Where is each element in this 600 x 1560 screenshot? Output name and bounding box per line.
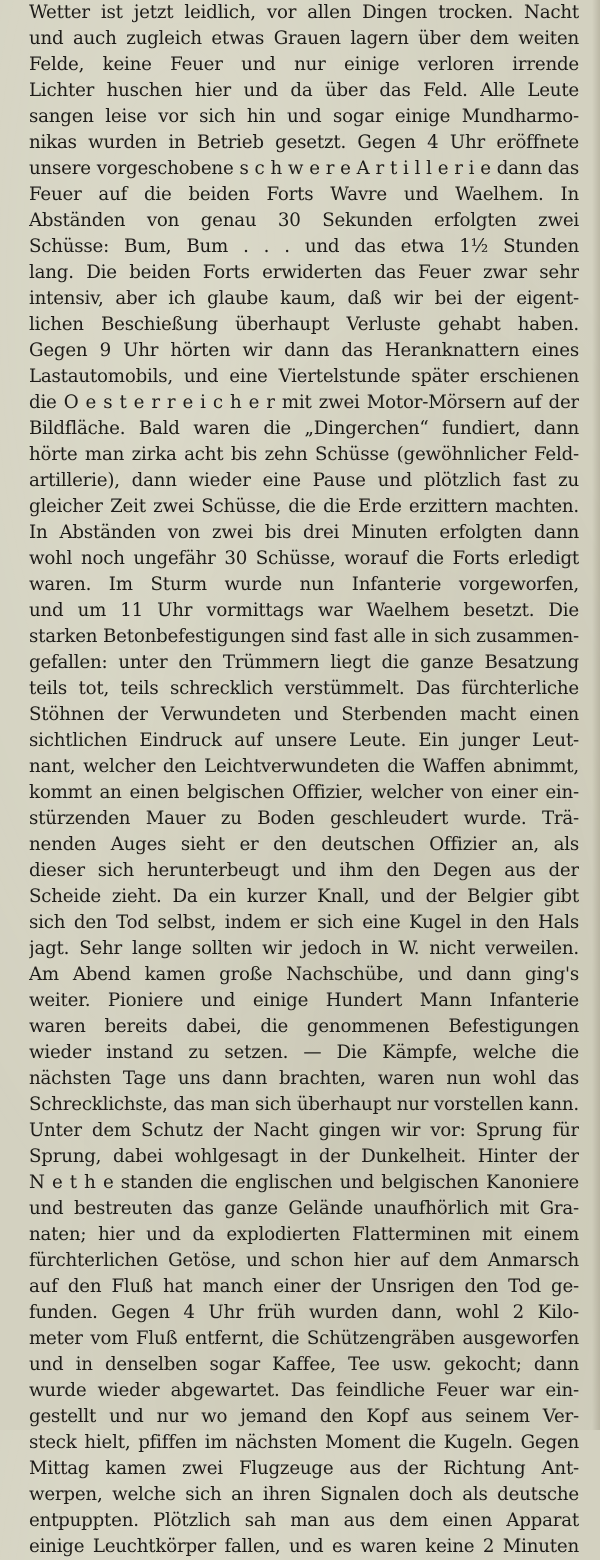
text-line: Mittag kamen zwei Flugzeuge aus der Richtung Ant- xyxy=(29,1458,579,1479)
text-line: sichtlichen Eindruck auf unsere Leute. Ein junger Leut- xyxy=(29,730,579,751)
text-line: und in denselben sogar Kaffee, Tee usw. gekocht; dann xyxy=(29,1354,579,1375)
text-line: naten; hier und da explodierten Flatterminen mit einem xyxy=(29,1224,579,1245)
text-line: werpen, welche sich an ihren Signalen doch als deutsche xyxy=(29,1484,579,1505)
text-line: hörte man zirka acht bis zehn Schüsse (gewöhnlicher Feld- xyxy=(29,444,579,465)
text-line: unsere vorgeschobene s c h w e r e A r t i l l e r i e dann das xyxy=(29,158,579,179)
text-line: steck hielt, pfiffen im nächsten Moment die Kugeln. Gegen xyxy=(29,1432,579,1453)
text-line: und auch zugleich etwas Grauen lagern über dem weiten xyxy=(29,28,579,49)
text-line: nant, welcher den Leichtverwundeten die Waffen abnimmt, xyxy=(29,756,579,777)
text-line: lang. Die beiden Forts erwiderten das Feuer zwar sehr xyxy=(29,262,579,283)
text-line: teils tot, teils schrecklich verstümmelt. Das fürchterliche xyxy=(29,678,579,699)
text-line: Bildfläche. Bald waren die „Dingerchen“ fundiert, dann xyxy=(29,418,579,439)
text-line: die O e s t e r r e i c h e r mit zwei Motor-Mörsern auf der xyxy=(29,392,579,413)
text-line: jagt. Sehr lange sollten wir jedoch in W. nicht verweilen. xyxy=(29,938,579,959)
text-line: starken Betonbefestigungen sind fast alle in sich zusammen- xyxy=(29,626,579,647)
text-line: Scheide zieht. Da ein kurzer Knall, und der Belgier gibt xyxy=(29,886,579,907)
text-line: Am Abend kamen große Nachschübe, und dann ging's xyxy=(29,964,579,985)
text-line: nächsten Tage uns dann brachten, waren nun wohl das xyxy=(29,1068,579,1089)
text-line: waren bereits dabei, die genommenen Befestigungen xyxy=(29,1016,579,1037)
text-line: Lastautomobils, und eine Viertelstunde später erschienen xyxy=(29,366,579,387)
text-line: Abständen von genau 30 Sekunden erfolgten zwei xyxy=(29,210,579,231)
text-line: Stöhnen der Verwundeten und Sterbenden macht einen xyxy=(29,704,579,725)
text-line: nenden Auges sieht er den deutschen Offizier an, als xyxy=(29,834,579,855)
text-line: nikas wurden in Betrieb gesetzt. Gegen 4 Uhr eröffnete xyxy=(29,132,579,153)
text-line: gefallen: unter den Trümmern liegt die ganze Besatzung xyxy=(29,652,579,673)
text-line: dieser sich herunterbeugt und ihm den Degen aus der xyxy=(29,860,579,881)
text-line: auf den Fluß hat manch einer der Unsrigen den Tod ge- xyxy=(29,1276,579,1297)
text-line: sich den Tod selbst, indem er sich eine Kugel in den Hals xyxy=(29,912,579,933)
text-line: stürzenden Mauer zu Boden geschleudert wurde. Trä- xyxy=(29,808,579,829)
text-line: Sprung, dabei wohlgesagt in der Dunkelheit. Hinter der xyxy=(29,1146,579,1167)
text-line: sangen leise vor sich hin und sogar einige Mundharmo- xyxy=(29,106,579,127)
text-line: Wetter ist jetzt leidlich, vor allen Dingen trocken. Nacht xyxy=(29,2,579,23)
text-line: gestellt und nur wo jemand den Kopf aus seinem Ver- xyxy=(29,1406,579,1427)
text-line: Schüsse: Bum, Bum . . . und das etwa 1½ Stunden xyxy=(29,236,579,257)
text-line: N e t h e standen die englischen und belgischen Kanoniere xyxy=(29,1172,579,1193)
text-line: artillerie), dann wieder eine Pause und plötzlich fast zu xyxy=(29,470,579,491)
text-line: weiter. Pioniere und einige Hundert Mann Infanterie xyxy=(29,990,579,1011)
text-line: lichen Beschießung überhaupt Verluste gehabt haben. xyxy=(29,314,579,335)
text-line: Felde, keine Feuer und nur einige verloren irrende xyxy=(29,54,579,75)
text-line: gleicher Zeit zwei Schüsse, die die Erde erzittern machten. xyxy=(29,496,579,517)
text-line: intensiv, aber ich glaube kaum, daß wir bei der eigent- xyxy=(29,288,579,309)
text-column xyxy=(29,0,579,1560)
text-line: In Abständen von zwei bis drei Minuten erfolgten dann xyxy=(29,522,579,543)
text-line: kommt an einen belgischen Offizier, welcher von einer ein- xyxy=(29,782,579,803)
text-line: Unter dem Schutz der Nacht gingen wir vor: Sprung für xyxy=(29,1120,579,1141)
text-line: funden. Gegen 4 Uhr früh wurden dann, wohl 2 Kilo- xyxy=(29,1302,579,1323)
text-line: wohl noch ungefähr 30 Schüsse, worauf die Forts erledigt xyxy=(29,548,579,569)
text-line: und bestreuten das ganze Gelände unaufhörlich mit Gra- xyxy=(29,1198,579,1219)
text-line: Schrecklichste, das man sich überhaupt nur vorstellen kann. xyxy=(29,1094,579,1115)
text-line: entpuppten. Plötzlich sah man aus dem einen Apparat xyxy=(29,1510,579,1531)
text-line: und um 11 Uhr vormittags war Waelhem besetzt. Die xyxy=(29,600,579,621)
text-line: fürchterlichen Getöse, und schon hier auf dem Anmarsch xyxy=(29,1250,579,1271)
page-edge-shadow xyxy=(592,0,600,1430)
text-line: meter vom Fluß entfernt, die Schützengräben ausgeworfen xyxy=(29,1328,579,1349)
text-line: einige Leuchtkörper fallen, und es waren keine 2 Minuten xyxy=(29,1536,579,1557)
text-line: Gegen 9 Uhr hörten wir dann das Heranknattern eines xyxy=(29,340,579,361)
text-line: Lichter huschen hier und da über das Feld. Alle Leute xyxy=(29,80,579,101)
text-line: waren. Im Sturm wurde nun Infanterie vorgeworfen, xyxy=(29,574,579,595)
text-line: wieder instand zu setzen. — Die Kämpfe, welche die xyxy=(29,1042,579,1063)
text-line: Feuer auf die beiden Forts Wavre und Waelhem. In xyxy=(29,184,579,205)
text-line: wurde wieder abgewartet. Das feindliche Feuer war ein- xyxy=(29,1380,579,1401)
